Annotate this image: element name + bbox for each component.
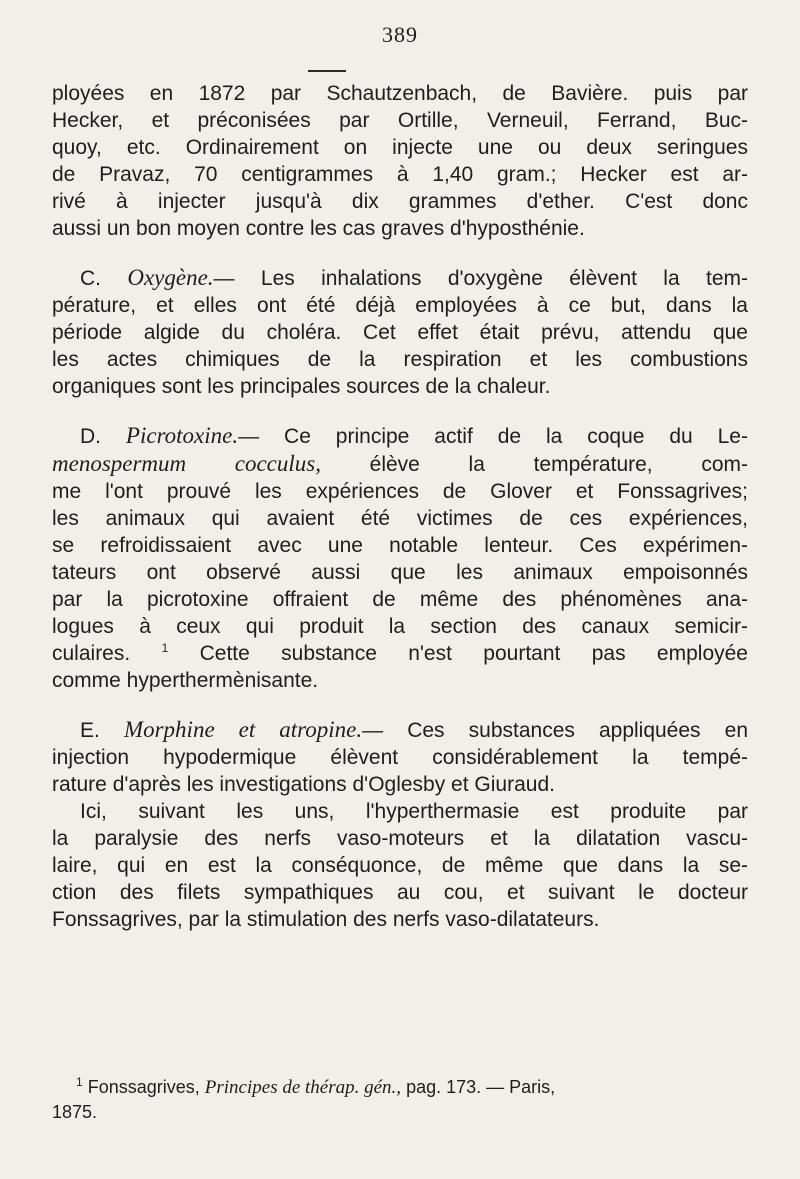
section-c-title: Oxygène.	[127, 265, 214, 290]
text-line: menospermum cocculus, élève la température, com-	[52, 451, 748, 476]
footnote-reference[interactable]: 1	[161, 641, 169, 655]
text-line: pérature, et elles ont été déjà employées à ce but, dans la	[52, 294, 748, 317]
section-e-line-1: — Ces substances appliquées en	[362, 719, 748, 742]
text-line: comme hyperthermènisante.	[52, 669, 319, 692]
text-line: la paralysie des nerfs vaso-moteurs et la dilatation vascu-	[52, 827, 748, 850]
text-line: me l'ont prouvé les expériences de Glover et Fonssagrives;	[52, 480, 748, 503]
footnote	[52, 1075, 748, 1124]
footnote-line	[52, 1075, 748, 1100]
section-d-heading-line	[52, 422, 748, 450]
text-line: Hecker, et préconisées par Ortille, Verneuil, Ferrand, Buc-	[52, 109, 748, 132]
text-line: les animaux qui avaient été victimes de ces expériences,	[52, 507, 748, 530]
text-line: par la picrotoxine offraient de même des phénomènes ana-	[52, 588, 748, 611]
text-line: les actes chimiques de la respiration et les combustions	[52, 348, 748, 371]
text-line: de Pravaz, 70 centigrammes à 1,40 gram.; Hecker est ar-	[52, 163, 748, 186]
section-d-line-1: — Ce principe actif de la coque du Le-	[238, 425, 748, 448]
species-name: menospermum cocculus,	[52, 451, 321, 476]
text-line: logues à ceux qui produit la section des canaux semicir-	[52, 615, 748, 638]
section-d-title: Picrotoxine.	[125, 423, 239, 448]
text-line: Fonssagrives, par la stimulation des nerfs vaso-dilatateurs.	[52, 908, 600, 931]
body-text	[52, 80, 748, 933]
text-line: aussi un bon moyen contre les cas graves d'hyposthénie.	[52, 217, 585, 240]
section-c-heading-line	[52, 264, 748, 292]
text-line: Ici, suivant les uns, l'hyperthermasie est produite par	[80, 800, 748, 823]
page-number-rule	[308, 70, 346, 72]
section-c-letter: C.	[80, 267, 101, 290]
text-line: tateurs ont observé aussi que les animaux empoisonnés	[52, 561, 748, 584]
text-line: culaires. $^1$ Cette substance n'est pourtant pas employée	[52, 641, 748, 665]
text-line: injection hypodermique élèvent considérablement la tempé-	[52, 746, 748, 769]
footnote-year: 1875.	[52, 1102, 98, 1122]
footnote-ref: pag. 173. — Paris,	[406, 1077, 556, 1097]
page-number: 389	[382, 22, 418, 47]
text-line: ployées en 1872 par Schautzenbach, de Bavière. puis par	[52, 82, 748, 105]
text-line: se refroidissaient avec une notable lenteur. Ces expérimen-	[52, 534, 748, 557]
text-line: organiques sont les principales sources de la chaleur.	[52, 375, 551, 398]
footnote-work: Principes de thérap. gén.,	[204, 1077, 402, 1098]
footnote-author: Fonssagrives,	[87, 1077, 200, 1097]
section-e-heading-line	[52, 716, 748, 744]
text-line: ction des filets sympathiques au cou, et suivant le docteur	[52, 881, 748, 904]
section-e-title: Morphine et atropine.	[123, 717, 363, 742]
text-line: quoy, etc. Ordinairement on injecte une ou deux seringues	[52, 136, 748, 159]
text-line: rature d'après les investigations d'Oglesby et Giuraud.	[52, 773, 555, 796]
footnote-mark: 1	[76, 1075, 83, 1089]
text-line: laire, qui en est la conséquonce, de même que dans la se-	[52, 854, 748, 877]
text-line: période algide du choléra. Cet effet était prévu, attendu que	[52, 321, 748, 344]
section-d-letter: D.	[80, 425, 101, 448]
section-e-letter: E.	[80, 719, 100, 742]
section-c-line-1: — Les inhalations d'oxygène élèvent la tem-	[213, 267, 748, 290]
text-line: rivé à injecter jusqu'à dix grammes d'ether. C'est donc	[52, 190, 748, 213]
